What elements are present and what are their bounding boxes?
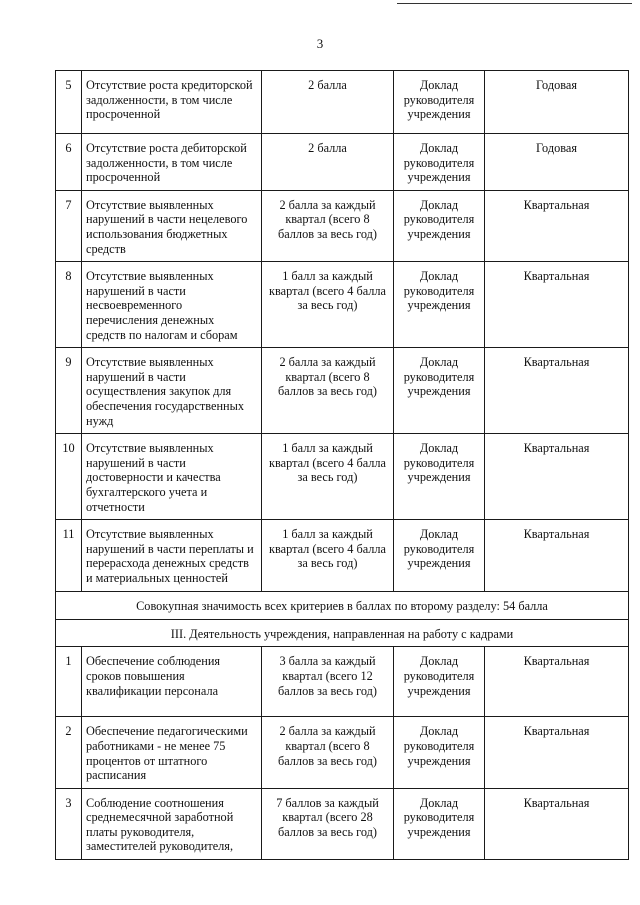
section-total-text: Совокупная значимость всех критериев в баллах по второму разделу: 54 балла [56,592,629,620]
criterion-number: 3 [56,788,82,859]
section-header-row [56,619,629,647]
criterion-score: 2 балла [262,71,394,134]
section-title: III. Деятельность учреждения, направленная на работу с кадрами [56,619,629,647]
criterion-score: 2 балла за каждый квартал (всего 8 баллов за весь год) [262,717,394,788]
criterion-document: Доклад руководителя учреждения [394,520,485,592]
criterion-document: Доклад руководителя учреждения [394,134,485,191]
criterion-number: 9 [56,348,82,434]
criterion-name: Отсутствие роста кредиторской задолженности, в том числе просроченной [82,71,262,134]
criterion-number: 7 [56,190,82,261]
criterion-name: Отсутствие роста дебиторской задолженности, в том числе просроченной [82,134,262,191]
criterion-score: 1 балл за каждый квартал (всего 4 балла за весь год) [262,520,394,592]
criterion-number: 10 [56,434,82,520]
table-row [56,262,629,348]
criterion-name: Обеспечение соблюдения сроков повышения квалификации персонала [82,647,262,717]
criterion-document: Доклад руководителя учреждения [394,647,485,717]
criterion-period: Квартальная [485,647,629,717]
criterion-score: 2 балла [262,134,394,191]
table-row [56,134,629,191]
criterion-period: Квартальная [485,190,629,261]
criterion-score: 3 балла за каждый квартал (всего 12 баллов за весь год) [262,647,394,717]
table-row [56,434,629,520]
criterion-period: Квартальная [485,788,629,859]
criterion-name: Соблюдение соотношения среднемесячной заработной платы руководителя, заместителей руководителя, [82,788,262,859]
table-row [56,190,629,261]
criterion-period: Квартальная [485,520,629,592]
criterion-name: Отсутствие выявленных нарушений в части достоверности и качества бухгалтерского учета и отчетности [82,434,262,520]
criterion-period: Годовая [485,71,629,134]
criterion-number: 5 [56,71,82,134]
criterion-score: 7 баллов за каждый квартал (всего 28 баллов за весь год) [262,788,394,859]
criterion-score: 1 балл за каждый квартал (всего 4 балла за весь год) [262,434,394,520]
criterion-period: Годовая [485,134,629,191]
criteria-table [55,70,629,860]
criterion-document: Доклад руководителя учреждения [394,348,485,434]
criterion-document: Доклад руководителя учреждения [394,717,485,788]
criterion-number: 6 [56,134,82,191]
table-row [56,348,629,434]
page-number: 3 [316,36,324,51]
criterion-document: Доклад руководителя учреждения [394,190,485,261]
criterion-document: Доклад руководителя учреждения [394,788,485,859]
criterion-number: 8 [56,262,82,348]
criterion-period: Квартальная [485,717,629,788]
criterion-period: Квартальная [485,348,629,434]
criterion-name: Отсутствие выявленных нарушений в части осуществления закупок для обеспечения государственных нужд [82,348,262,434]
table-row [56,520,629,592]
criterion-name: Отсутствие выявленных нарушений в части несвоевременного перечисления денежных средств по налогам и сборам [82,262,262,348]
table-row [56,717,629,788]
criterion-period: Квартальная [485,262,629,348]
table-row [56,71,629,134]
criterion-score: 2 балла за каждый квартал (всего 8 баллов за весь год) [262,190,394,261]
criterion-score: 2 балла за каждый квартал (всего 8 баллов за весь год) [262,348,394,434]
criterion-score: 1 балл за каждый квартал (всего 4 балла за весь год) [262,262,394,348]
criterion-name: Отсутствие выявленных нарушений в части переплаты и перерасхода денежных средств и материальных ценностей [82,520,262,592]
criterion-name: Обеспечение педагогическими работниками - не менее 75 процентов от штатного расписания [82,717,262,788]
criterion-document: Доклад руководителя учреждения [394,71,485,134]
table-row [56,647,629,717]
criterion-document: Доклад руководителя учреждения [394,262,485,348]
top-rule [397,3,632,4]
table-row [56,788,629,859]
criterion-number: 11 [56,520,82,592]
criterion-period: Квартальная [485,434,629,520]
criterion-document: Доклад руководителя учреждения [394,434,485,520]
criterion-number: 2 [56,717,82,788]
criterion-name: Отсутствие выявленных нарушений в части нецелевого использования бюджетных средств [82,190,262,261]
criterion-number: 1 [56,647,82,717]
section-total-row [56,592,629,620]
